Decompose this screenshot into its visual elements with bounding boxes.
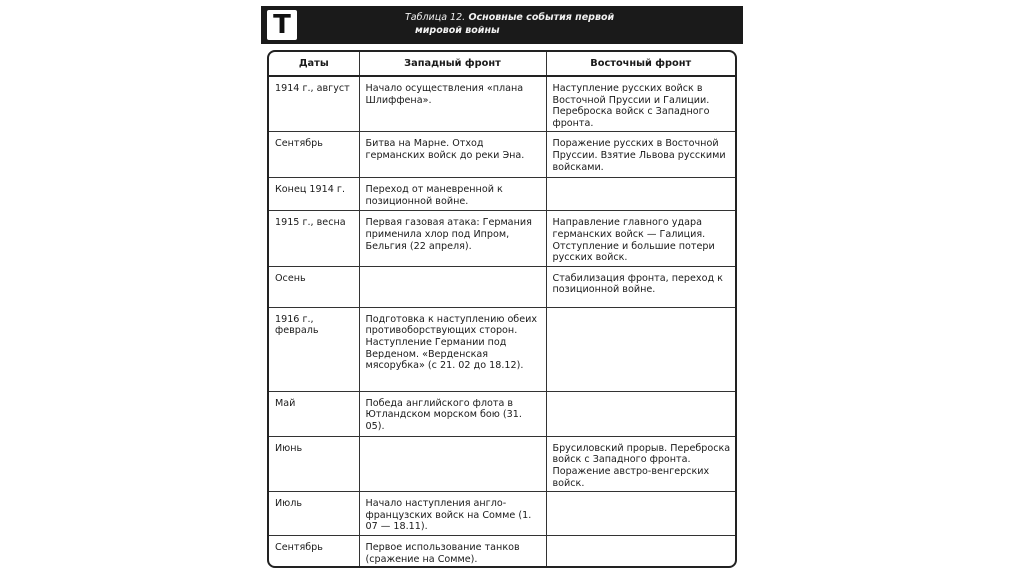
eastern-front-cell: [546, 307, 735, 391]
eastern-front-cell: [546, 536, 735, 568]
column-header-dates: Даты: [269, 52, 359, 76]
western-front-cell: Переход от маневренной к позиционной войне.: [359, 178, 546, 211]
western-front-cell: Подготовка к наступлению обеих противоборствующих сторон. Наступление Германии под Верденом. «Верденская мясорубка» (с 21. 02 до 18.12).: [359, 307, 546, 391]
table-marker-badge: Т: [267, 10, 297, 40]
date-cell: 1916 г., февраль: [269, 307, 359, 391]
table-header-bar: [261, 6, 743, 44]
table-number-label: Таблица 12.: [405, 12, 466, 23]
date-cell: 1915 г., весна: [269, 211, 359, 266]
table-row: [269, 76, 735, 132]
eastern-front-cell: Наступление русских войск в Восточной Пруссии и Галиции. Переброска войск с Западного фронта.: [546, 76, 735, 132]
date-cell: Конец 1914 г.: [269, 178, 359, 211]
eastern-front-cell: [546, 178, 735, 211]
western-front-cell: Начало осуществления «плана Шлиффена».: [359, 76, 546, 132]
table-row: [269, 307, 735, 391]
western-front-cell: Битва на Марне. Отход германских войск до реки Эна.: [359, 132, 546, 178]
eastern-front-cell: [546, 391, 735, 436]
textbook-page: [261, 6, 743, 570]
table-row: [269, 391, 735, 436]
table-row: [269, 492, 735, 536]
table-row: [269, 178, 735, 211]
table-title-line-1: Основные события первой: [468, 12, 615, 23]
date-cell: Осень: [269, 266, 359, 307]
eastern-front-cell: Направление главного удара германских войск — Галиция. Отступление и большие потери русских войск.: [546, 211, 735, 266]
western-front-cell: Победа английского флота в Ютландском морском бою (31. 05).: [359, 391, 546, 436]
eastern-front-cell: Стабилизация фронта, переход к позиционной войне.: [546, 266, 735, 307]
table-title: [405, 11, 625, 37]
western-front-cell: [359, 266, 546, 307]
western-front-cell: Первое использование танков (сражение на Сомме).: [359, 536, 546, 568]
date-cell: 1914 г., август: [269, 76, 359, 132]
table-row: [269, 536, 735, 568]
eastern-front-cell: Брусиловский прорыв. Переброска войск с Западного фронта. Поражение австро-венгерских войск.: [546, 436, 735, 491]
date-cell: Май: [269, 391, 359, 436]
events-table: [269, 52, 735, 568]
date-cell: Июнь: [269, 436, 359, 491]
table-row: [269, 436, 735, 491]
table-row: [269, 211, 735, 266]
table-title-line-2: мировой войны: [415, 25, 500, 36]
table-header-row: [269, 52, 735, 76]
date-cell: Сентябрь: [269, 536, 359, 568]
eastern-front-cell: [546, 492, 735, 536]
events-table-frame: [267, 50, 737, 568]
western-front-cell: Начало наступления англо-французских войск на Сомме (1. 07 — 18.11).: [359, 492, 546, 536]
western-front-cell: Первая газовая атака: Германия применила хлор под Ипром, Бельгия (22 апреля).: [359, 211, 546, 266]
western-front-cell: [359, 436, 546, 491]
date-cell: Июль: [269, 492, 359, 536]
table-row: [269, 132, 735, 178]
column-header-eastern-front: Восточный фронт: [546, 52, 735, 76]
date-cell: Сентябрь: [269, 132, 359, 178]
column-header-western-front: Западный фронт: [359, 52, 546, 76]
eastern-front-cell: Поражение русских в Восточной Пруссии. Взятие Львова русскими войсками.: [546, 132, 735, 178]
table-row: [269, 266, 735, 307]
